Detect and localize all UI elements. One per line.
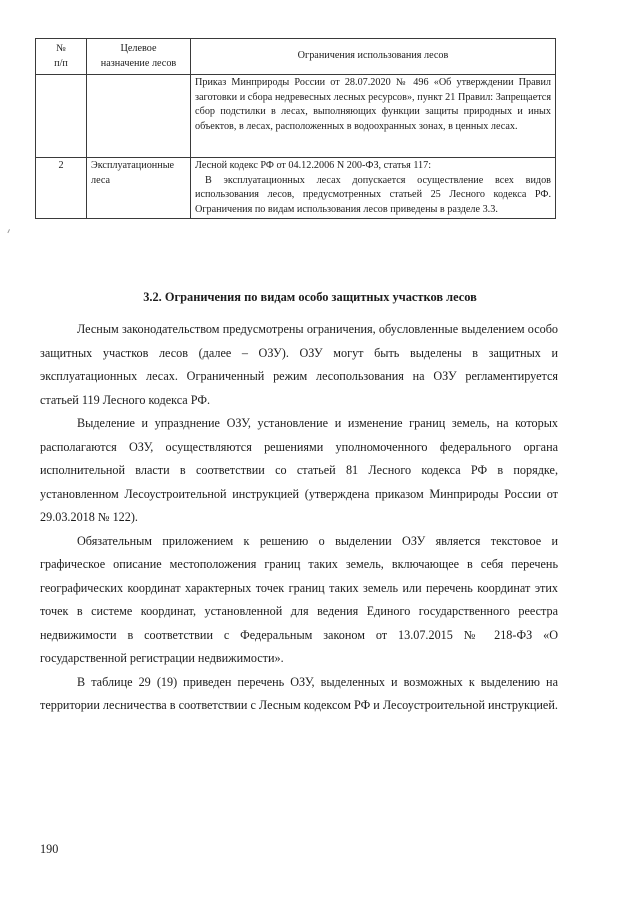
row-num	[36, 75, 87, 158]
table-row	[36, 158, 556, 219]
row-purpose	[87, 75, 191, 158]
restriction-line: В эксплуатационных лесах допускается осуществление всех видов использования лесов, предусмотренных статьей 25 Лесного кодекса РФ. Ограничения по видам использования лесов приведены в разделе 3.3.	[195, 174, 551, 215]
table-header-row	[36, 39, 556, 75]
paragraph: В таблице 29 (19) приведен перечень ОЗУ, выделенных и возможных к выделению на территории лесничества в соответствии с Лесным кодексом РФ и Лесоустроительной инструкцией.	[40, 674, 558, 712]
scan-artifact	[7, 229, 13, 235]
page-number: 190	[40, 842, 59, 856]
header-num: № п/п	[36, 39, 87, 75]
paragraph: Обязательным приложением к решению о выделении ОЗУ является текстовое и графическое описание местоположения границ таких земель, включающее в себя перечень географических координат характерных точек границ таких земель или перечень координат этих точек в системе координат, установленной для ведения Единого государственного реестра недвижимости в соответствии с Федеральным законом от 13.07.2015 № 218-ФЗ «О государственной регистрации недвижимости».	[40, 533, 558, 665]
row-num: 2	[36, 158, 87, 219]
section-heading: 3.2. Ограничения по видам особо защитных участков лесов	[143, 290, 477, 304]
header-restrictions: Ограничения использования лесов	[191, 39, 556, 75]
row-restrictions: Приказ Минприроды России от 28.07.2020 № 496 «Об утверждении Правил заготовки и сбора недревесных лесных ресурсов», пункт 21 Правил: Запрещается сбор подстилки в лесах, выполняющих функции защиты природных и иных объектов, в лесах, расположенных в водоохранных зонах, в ценных лесах.	[191, 75, 556, 158]
section-body	[40, 318, 558, 718]
paragraph: Выделение и упразднение ОЗУ, установление и изменение границ земель, на которых располагаются ОЗУ, осуществляются решениями уполномоченного федерального органа исполнительной власти в соответствии со статьей 81 Лесного кодекса РФ в порядке, установленном Лесоустроительной инструкцией (утверждена приказом Минприроды России от 29.03.2018 № 122).	[40, 416, 558, 524]
restrictions-table	[35, 38, 556, 219]
paragraph: Лесным законодательством предусмотрены ограничения, обусловленные выделением особо защитных участков лесов (далее – ОЗУ). ОЗУ могут быть выделены в защитных и эксплуатационных лесах. Ограниченный режим лесопользования на ОЗУ регламентируется статьей 119 Лесного кодекса РФ.	[40, 322, 558, 407]
row-purpose: Эксплуатационные леса	[87, 158, 191, 219]
table-row	[36, 75, 556, 158]
row-restrictions	[191, 158, 556, 219]
header-purpose: Целевое назначение лесов	[87, 39, 191, 75]
restriction-line: Лесной кодекс РФ от 04.12.2006 N 200-ФЗ, статья 117:	[195, 160, 432, 171]
